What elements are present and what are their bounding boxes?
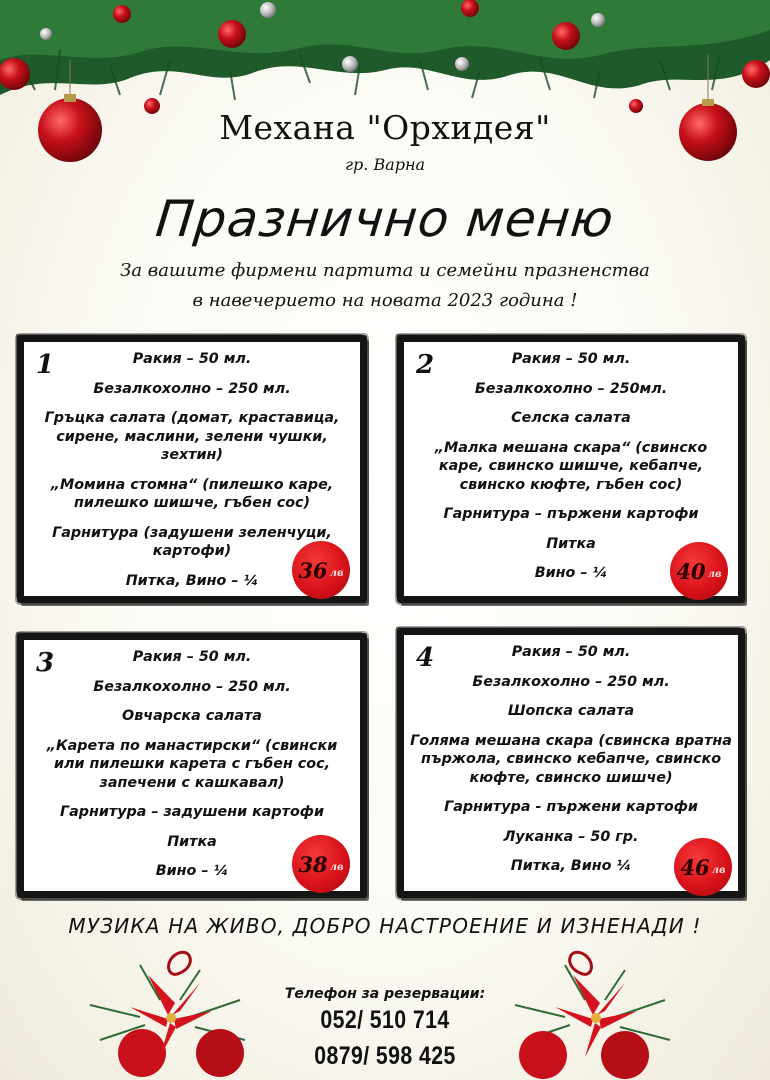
menu-item: Безалкохолно – 250 мл. [93,678,291,695]
phone-label: Телефон за резервации: [284,986,486,1002]
menu-item: „Малка мешана скара“ (свинско каре, свинско шишче, кебапче, свинско кюфте, гъбен сос) [434,439,708,493]
menu-item: Голяма мешана скара (свинска вратна пържола, свинско кебапче, свинско кюфте, свинско шишче) [410,732,732,786]
menu-card-2 [397,335,745,603]
menu-card-4 [397,628,745,898]
price-currency: лв [329,567,344,579]
subtitle-line-2: в навечерието на новата 2023 година ! [192,290,578,311]
menu-number: 1 [36,350,55,380]
price-currency: лв [707,568,722,580]
city-label: гр. Варна [344,155,426,174]
menu-item: Безалкохолно – 250 мл. [472,673,670,690]
menu-card-1 [17,335,367,603]
menu-number: 2 [416,350,435,380]
price-value: 46 [680,854,710,880]
menu-item: Луканка – 50 гр. [503,828,639,845]
menu-item: Шопска салата [507,703,635,719]
menu-item: Гръцка салата (домат, краставица, сирене, маслини, зелени чушки, зехтин) [44,410,340,463]
menu-item: Гарнитура (задушени зеленчуци, картофи) [52,524,332,559]
price-badge [670,542,728,600]
menu-item: Ракия – 50 мл. [511,351,631,367]
menu-item: Безалкохолно – 250 мл. [93,380,291,397]
restaurant-name: Механа "Орхидея" [219,108,551,147]
menu-item: Питка, Вино ¼ [510,858,632,874]
menu-number: 3 [36,648,55,678]
subtitle-line-1: За вашите фирмени партита и семейни празненства [120,260,650,281]
price-value: 40 [676,558,706,584]
menu-item: Ракия – 50 мл. [132,351,252,367]
price-value: 36 [298,557,328,583]
menu-item: Гарнитура - пържени картофи [444,799,698,815]
price-badge [292,541,350,599]
price-currency: лв [329,861,344,873]
menu-item: Гарнитура – задушени картофи [60,804,324,820]
menu-item: Ракия – 50 мл. [511,644,631,660]
page-title: Празнично меню [153,190,617,248]
menu-item: Безалкохолно – 250мл. [474,380,668,397]
tagline: МУЗИКА НА ЖИВО, ДОБРО НАСТРОЕНИЕ И ИЗНЕНАДИ ! [68,914,702,938]
phone-number-landline: 052/ 510 714 [320,1006,450,1034]
menu-item: Вино – ¼ [155,863,229,879]
price-currency: лв [711,864,726,876]
menu-number: 4 [416,643,435,673]
menu-item: Селска салата [511,410,631,426]
price-value: 38 [298,851,328,877]
menu-item: Питка, Вино – ¼ [125,572,259,589]
price-badge [674,838,732,896]
menu-item: „Момина стомна“ (пилешко каре, пилешко шишче, гъбен сос) [50,476,334,511]
menu-item: Ракия – 50 мл. [132,649,252,665]
menu-item: Гарнитура – пържени картофи [443,506,699,522]
menu-item: Вино – ¼ [534,565,608,581]
price-badge [292,835,350,893]
phone-number-mobile: 0879/ 598 425 [314,1042,456,1070]
menu-item: Питка [546,535,596,552]
menu-item: „Карета по манастирски“ (свински или пилешки карета с гъбен сос, запечени с кашкавал) [46,737,338,791]
menu-item: Овчарска салата [122,708,262,724]
menu-item: Питка [167,833,217,850]
menu-card-3 [17,633,367,898]
